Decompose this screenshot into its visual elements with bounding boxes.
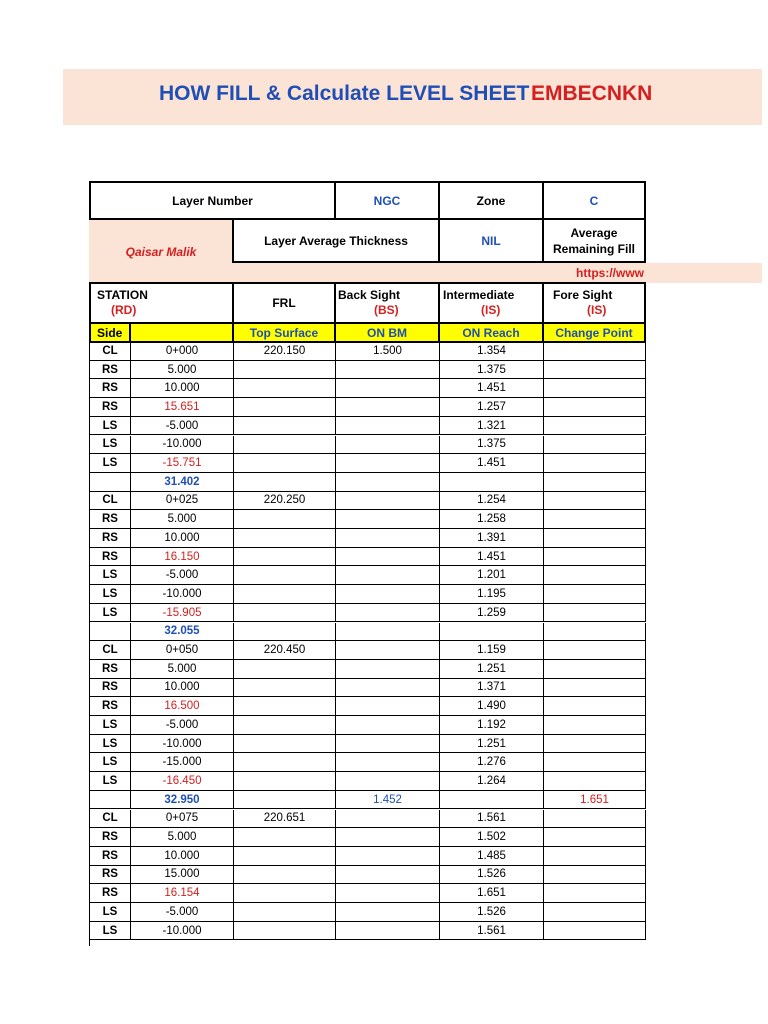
table-row [90, 492, 647, 511]
fs-cell [544, 529, 646, 548]
layer-number-label: Layer Number [89, 181, 336, 220]
side-cell: LS [90, 753, 131, 772]
frl-cell [234, 791, 336, 810]
table-row [90, 566, 647, 585]
table-row [90, 903, 647, 922]
table-row [90, 791, 647, 810]
fs-cell [544, 922, 646, 941]
rd-cell: 0+000 [131, 342, 234, 361]
bs-cell [336, 417, 440, 436]
rd-cell: 16.500 [131, 697, 234, 716]
rd-cell: 0+075 [131, 810, 234, 829]
bs-cell [336, 810, 440, 829]
column-header-frl: FRL [232, 282, 336, 324]
frl-cell [234, 473, 336, 492]
frl-cell [234, 454, 336, 473]
bs-cell [336, 922, 440, 941]
rd-cell: -5.000 [131, 417, 234, 436]
bs-cell [336, 641, 440, 660]
rd-cell: -5.000 [131, 566, 234, 585]
bs-cell [336, 735, 440, 754]
rd-cell: 0+025 [131, 492, 234, 511]
rd-cell: -15.000 [131, 753, 234, 772]
side-cell: RS [90, 529, 131, 548]
side-cell: LS [90, 604, 131, 623]
side-cell: LS [90, 417, 131, 436]
rd-cell: 15.000 [131, 866, 234, 885]
avg-thickness-value: NIL [438, 218, 544, 263]
rd-cell: -5.000 [131, 716, 234, 735]
side-cell: RS [90, 884, 131, 903]
side-cell: RS [90, 697, 131, 716]
side-cell: RS [90, 548, 131, 567]
is-cell: 1.651 [440, 884, 544, 903]
frl-cell: 220.150 [234, 342, 336, 361]
is-cell: 1.391 [440, 529, 544, 548]
rd-cell: 10.000 [131, 679, 234, 698]
fs-cell [544, 454, 646, 473]
frl-cell [234, 548, 336, 567]
table-row [90, 454, 647, 473]
table-row [90, 641, 647, 660]
rd-cell: 5.000 [131, 828, 234, 847]
fs-cell [544, 398, 646, 417]
frl-cell [234, 623, 336, 642]
table-row [90, 753, 647, 772]
rd-cell: 5.000 [131, 361, 234, 380]
is-cell: 1.259 [440, 604, 544, 623]
frl-cell [234, 772, 336, 791]
table-row [90, 623, 647, 642]
frl-cell [234, 529, 336, 548]
bs-cell: 1.452 [336, 791, 440, 810]
bs-cell [336, 903, 440, 922]
is-cell: 1.375 [440, 361, 544, 380]
fs-cell [544, 884, 646, 903]
fs-cell [544, 866, 646, 885]
subheader-is: ON Reach [438, 322, 544, 343]
station-sub-label: (RD) [111, 303, 137, 317]
frl-cell [234, 884, 336, 903]
table-row [90, 379, 647, 398]
rd-cell: 31.402 [131, 473, 234, 492]
rd-cell: 10.000 [131, 847, 234, 866]
is-cell: 1.321 [440, 417, 544, 436]
station-label: STATION [97, 288, 148, 302]
table-row [90, 436, 647, 455]
fs-cell [544, 436, 646, 455]
fs-cell [544, 604, 646, 623]
bs-cell [336, 585, 440, 604]
is-cell: 1.451 [440, 548, 544, 567]
frl-cell [234, 510, 336, 529]
frl-cell [234, 735, 336, 754]
is-cell: 1.371 [440, 679, 544, 698]
table-row [90, 398, 647, 417]
frl-cell [234, 866, 336, 885]
frl-cell [234, 903, 336, 922]
table-row [90, 697, 647, 716]
side-cell: LS [90, 903, 131, 922]
side-cell: LS [90, 454, 131, 473]
bs-cell [336, 510, 440, 529]
bs-cell [336, 772, 440, 791]
bs-cell [336, 660, 440, 679]
fs-cell [544, 566, 646, 585]
author-name: Qaisar Malik [125, 244, 197, 259]
side-cell: RS [90, 379, 131, 398]
bs-cell [336, 548, 440, 567]
frl-cell [234, 585, 336, 604]
rd-cell: -15.905 [131, 604, 234, 623]
side-cell: RS [90, 866, 131, 885]
subheader-frl: Top Surface [232, 322, 336, 343]
side-cell: RS [90, 679, 131, 698]
rd-cell: -10.000 [131, 436, 234, 455]
is-cell: 1.258 [440, 510, 544, 529]
is-cell: 1.451 [440, 454, 544, 473]
fs-cell [544, 492, 646, 511]
fs-cell [544, 548, 646, 567]
is-cell: 1.354 [440, 342, 544, 361]
rd-cell: -10.000 [131, 735, 234, 754]
is-cell: 1.192 [440, 716, 544, 735]
fs-cell [544, 379, 646, 398]
side-cell: RS [90, 660, 131, 679]
is-cell: 1.254 [440, 492, 544, 511]
fs-cell [544, 716, 646, 735]
bs-cell [336, 716, 440, 735]
table-row [90, 510, 647, 529]
side-cell: LS [90, 735, 131, 754]
table-row [90, 679, 647, 698]
side-cell: CL [90, 810, 131, 829]
table-row [90, 660, 647, 679]
is-cell: 1.257 [440, 398, 544, 417]
fs-cell [544, 772, 646, 791]
fs-cell [544, 641, 646, 660]
frl-cell [234, 398, 336, 417]
is-cell: 1.485 [440, 847, 544, 866]
bs-cell [336, 454, 440, 473]
is-cell [440, 623, 544, 642]
avg-remaining-line-1: Average [570, 225, 618, 240]
frl-cell [234, 660, 336, 679]
table-row [90, 866, 647, 885]
avg-remaining-line-2: Remaining Fill [552, 241, 635, 256]
bs-cell [336, 473, 440, 492]
rd-cell: 10.000 [131, 529, 234, 548]
is-cell: 1.561 [440, 922, 544, 941]
fore-sight-label: Fore Sight [553, 288, 613, 302]
bs-cell [336, 828, 440, 847]
rd-cell: 10.000 [131, 379, 234, 398]
rd-cell: -5.000 [131, 903, 234, 922]
side-cell: LS [90, 436, 131, 455]
table-row [90, 529, 647, 548]
frl-cell: 220.651 [234, 810, 336, 829]
intermediate-label: Intermediate [443, 288, 515, 302]
is-cell: 1.195 [440, 585, 544, 604]
rd-cell: -15.751 [131, 454, 234, 473]
side-cell: RS [90, 361, 131, 380]
subheader-side: Side [89, 322, 131, 343]
rd-cell: 5.000 [131, 510, 234, 529]
fs-cell [544, 342, 646, 361]
frl-cell [234, 417, 336, 436]
side-cell: RS [90, 828, 131, 847]
table-row [90, 735, 647, 754]
side-cell: CL [90, 492, 131, 511]
bs-cell [336, 884, 440, 903]
table-row [90, 548, 647, 567]
fs-cell [544, 473, 646, 492]
side-cell: LS [90, 772, 131, 791]
is-cell: 1.490 [440, 697, 544, 716]
back-sight-label: Back Sight [338, 288, 401, 302]
rd-cell: 15.651 [131, 398, 234, 417]
is-cell: 1.251 [440, 660, 544, 679]
frl-cell [234, 379, 336, 398]
intermediate-sub-label: (IS) [481, 303, 501, 317]
side-cell: LS [90, 922, 131, 941]
table-row [90, 716, 647, 735]
rd-cell: 16.150 [131, 548, 234, 567]
fs-cell [544, 585, 646, 604]
table-row [90, 342, 647, 361]
table-row [90, 772, 647, 791]
title-banner [63, 69, 762, 125]
is-cell: 1.276 [440, 753, 544, 772]
rd-cell: -10.000 [131, 922, 234, 941]
bs-cell [336, 679, 440, 698]
side-cell: CL [90, 342, 131, 361]
is-cell [440, 473, 544, 492]
side-cell: LS [90, 566, 131, 585]
fs-cell [544, 810, 646, 829]
fs-cell [544, 903, 646, 922]
is-cell: 1.251 [440, 735, 544, 754]
frl-cell: 220.450 [234, 641, 336, 660]
fs-cell [544, 828, 646, 847]
table-row [90, 473, 647, 492]
side-cell: RS [90, 510, 131, 529]
subheader-bs: ON BM [334, 322, 440, 343]
bs-cell [336, 529, 440, 548]
fs-cell [544, 753, 646, 772]
subheader-rd-empty [129, 322, 234, 343]
table-row [90, 922, 647, 941]
side-cell: LS [90, 585, 131, 604]
frl-cell: 220.250 [234, 492, 336, 511]
side-cell: RS [90, 847, 131, 866]
table-row [90, 604, 647, 623]
column-header-intermediate [438, 282, 544, 324]
side-cell: CL [90, 641, 131, 660]
fore-sight-sub-label: (IS) [587, 303, 607, 317]
subheader-fs: Change Point [542, 322, 646, 343]
is-cell: 1.159 [440, 641, 544, 660]
fs-cell [544, 417, 646, 436]
url-strip [233, 263, 762, 283]
column-header-station [89, 282, 234, 324]
side-cell [90, 623, 131, 642]
is-cell: 1.264 [440, 772, 544, 791]
frl-cell [234, 847, 336, 866]
is-cell: 1.375 [440, 436, 544, 455]
bs-cell [336, 379, 440, 398]
bs-cell [336, 697, 440, 716]
side-cell: RS [90, 398, 131, 417]
table-row [90, 847, 647, 866]
frl-cell [234, 361, 336, 380]
is-cell: 1.526 [440, 866, 544, 885]
bs-cell [336, 623, 440, 642]
is-cell: 1.502 [440, 828, 544, 847]
fs-cell [544, 697, 646, 716]
table-row [90, 417, 647, 436]
table-row [90, 585, 647, 604]
fs-cell [544, 660, 646, 679]
is-cell: 1.201 [440, 566, 544, 585]
side-cell [90, 473, 131, 492]
fs-cell [544, 679, 646, 698]
column-header-fore-sight [542, 282, 646, 324]
column-header-back-sight [334, 282, 440, 324]
rd-cell: 5.000 [131, 660, 234, 679]
layer-number-value: NGC [334, 181, 440, 220]
is-cell: 1.451 [440, 379, 544, 398]
side-cell: LS [90, 716, 131, 735]
side-cell [90, 791, 131, 810]
rd-cell: 32.950 [131, 791, 234, 810]
avg-thickness-label: Layer Average Thickness [232, 218, 440, 263]
table-row [90, 810, 647, 829]
frl-cell [234, 679, 336, 698]
level-sheet-table [89, 181, 646, 946]
zone-value: C [542, 181, 646, 220]
bs-cell: 1.500 [336, 342, 440, 361]
is-cell: 1.526 [440, 903, 544, 922]
frl-cell [234, 566, 336, 585]
avg-remaining-fill-label [542, 218, 646, 263]
fs-cell [544, 361, 646, 380]
fs-cell [544, 623, 646, 642]
frl-cell [234, 828, 336, 847]
rd-cell: -10.000 [131, 585, 234, 604]
rd-cell: -16.450 [131, 772, 234, 791]
back-sight-sub-label: (BS) [374, 303, 399, 317]
bs-cell [336, 847, 440, 866]
rd-cell: 32.055 [131, 623, 234, 642]
bs-cell [336, 753, 440, 772]
bs-cell [336, 866, 440, 885]
page-title: HOW FILL & Calculate LEVEL SHEET [159, 82, 530, 105]
fs-cell [544, 847, 646, 866]
table-row [90, 884, 647, 903]
bs-cell [336, 436, 440, 455]
rd-cell: 16.154 [131, 884, 234, 903]
bs-cell [336, 398, 440, 417]
frl-cell [234, 604, 336, 623]
frl-cell [234, 753, 336, 772]
data-rows [89, 342, 646, 946]
bs-cell [336, 492, 440, 511]
table-row [90, 828, 647, 847]
bs-cell [336, 361, 440, 380]
frl-cell [234, 697, 336, 716]
bs-cell [336, 604, 440, 623]
frl-cell [234, 922, 336, 941]
frl-cell [234, 716, 336, 735]
frl-cell [234, 436, 336, 455]
rd-cell: 0+050 [131, 641, 234, 660]
fs-cell [544, 510, 646, 529]
url-fragment[interactable]: https://www [576, 266, 644, 280]
title-accent: EMBECNKN [531, 82, 653, 105]
table-row [90, 361, 647, 380]
fs-cell [544, 735, 646, 754]
zone-label: Zone [438, 181, 544, 220]
fs-cell: 1.651 [544, 791, 646, 810]
bs-cell [336, 566, 440, 585]
is-cell: 1.561 [440, 810, 544, 829]
is-cell [440, 791, 544, 810]
